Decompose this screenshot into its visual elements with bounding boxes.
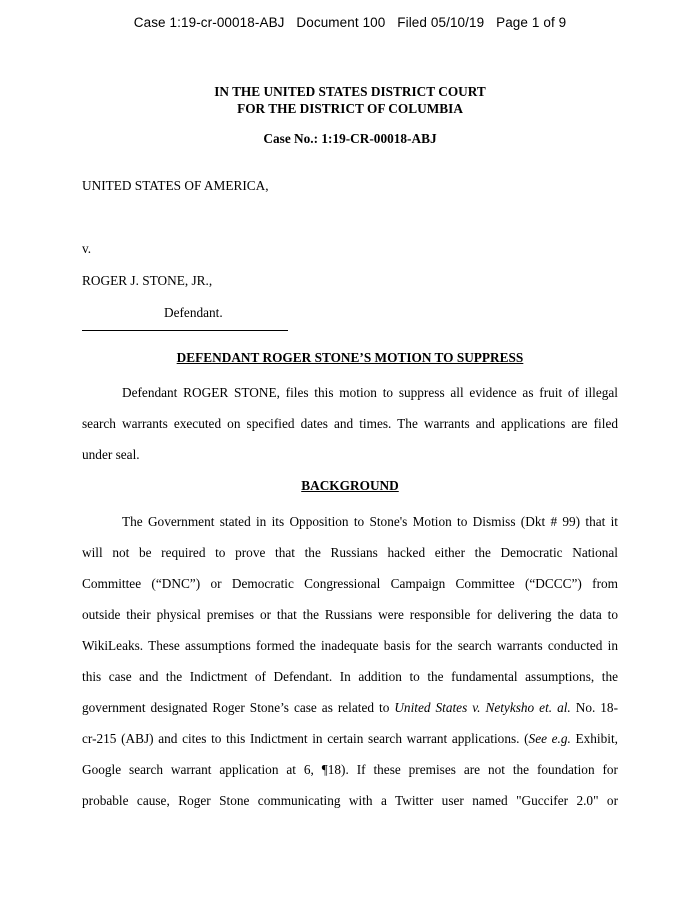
background-line-10: probable cause, Roger Stone communicating with a Twitter user named "Guccifer 2.0" or — [82, 793, 618, 808]
background-paragraph — [82, 506, 618, 816]
background-line-7-text-c: No. 18- — [570, 700, 618, 715]
background-line-8 — [82, 723, 618, 754]
defendant-label: Defendant. — [164, 305, 223, 320]
court-name-line2: FOR THE DISTRICT OF COLUMBIA — [237, 101, 463, 116]
intro-line-2: search warrants executed on specified dates and times. The warrants and applications are filed — [82, 416, 618, 431]
header-page-number: Page 1 of 9 — [496, 15, 567, 30]
plaintiff-name: UNITED STATES OF AMERICA, — [82, 178, 269, 193]
defendant-name: ROGER J. STONE, JR., — [82, 273, 213, 288]
intro-paragraph — [82, 377, 618, 470]
header-document-number: Document 100 — [296, 15, 386, 30]
see-eg-signal: See e.g. — [528, 731, 571, 746]
background-line-4: outside their physical premises or that the Russians were responsible for delivering the data to — [82, 607, 618, 622]
background-line-1: The Government stated in its Opposition to Stone's Motion to Dismiss (Dkt # 99) that it — [122, 514, 618, 529]
background-line-9: Google search warrant application at 6, ¶18). If these premises are not the foundation for — [82, 762, 618, 777]
background-line-7 — [82, 692, 618, 723]
background-line-8-text-a: cr-215 (ABJ) and cites to this Indictment in certain search warrant applications. ( — [82, 731, 529, 746]
background-line-2: will not be required to prove that the Russians hacked either the Democratic National — [82, 545, 618, 560]
background-line-6: this case and the Indictment of Defendant. In addition to the fundamental assumptions, the — [82, 669, 618, 684]
versus: v. — [82, 241, 92, 256]
header-case-number: Case 1:19-cr-00018-ABJ — [133, 15, 285, 30]
intro-line-1: Defendant ROGER STONE, files this motion to suppress all evidence as fruit of illegal — [122, 385, 618, 400]
motion-title: DEFENDANT ROGER STONE’S MOTION TO SUPPRESS — [176, 350, 524, 365]
background-line-5: WikiLeaks. These assumptions formed the inadequate basis for the search warrants conducted in — [82, 638, 618, 653]
court-name-line1: IN THE UNITED STATES DISTRICT COURT — [214, 84, 486, 99]
background-heading: BACKGROUND — [301, 478, 399, 493]
case-citation-netyksho: United States v. Netyksho et. al. — [394, 700, 571, 715]
filing-header — [0, 15, 700, 30]
background-line-3: Committee (“DNC”) or Democratic Congressional Campaign Committee (“DCCC”) from — [82, 576, 618, 591]
caption-divider — [82, 330, 288, 331]
case-number: Case No.: 1:19-CR-00018-ABJ — [263, 131, 437, 146]
header-filed-date: Filed 05/10/19 — [397, 15, 485, 30]
background-line-8-text-c: Exhibit, — [570, 731, 618, 746]
background-line-7-text-a: government designated Roger Stone’s case as related to — [82, 700, 395, 715]
intro-line-3: under seal. — [82, 447, 140, 462]
